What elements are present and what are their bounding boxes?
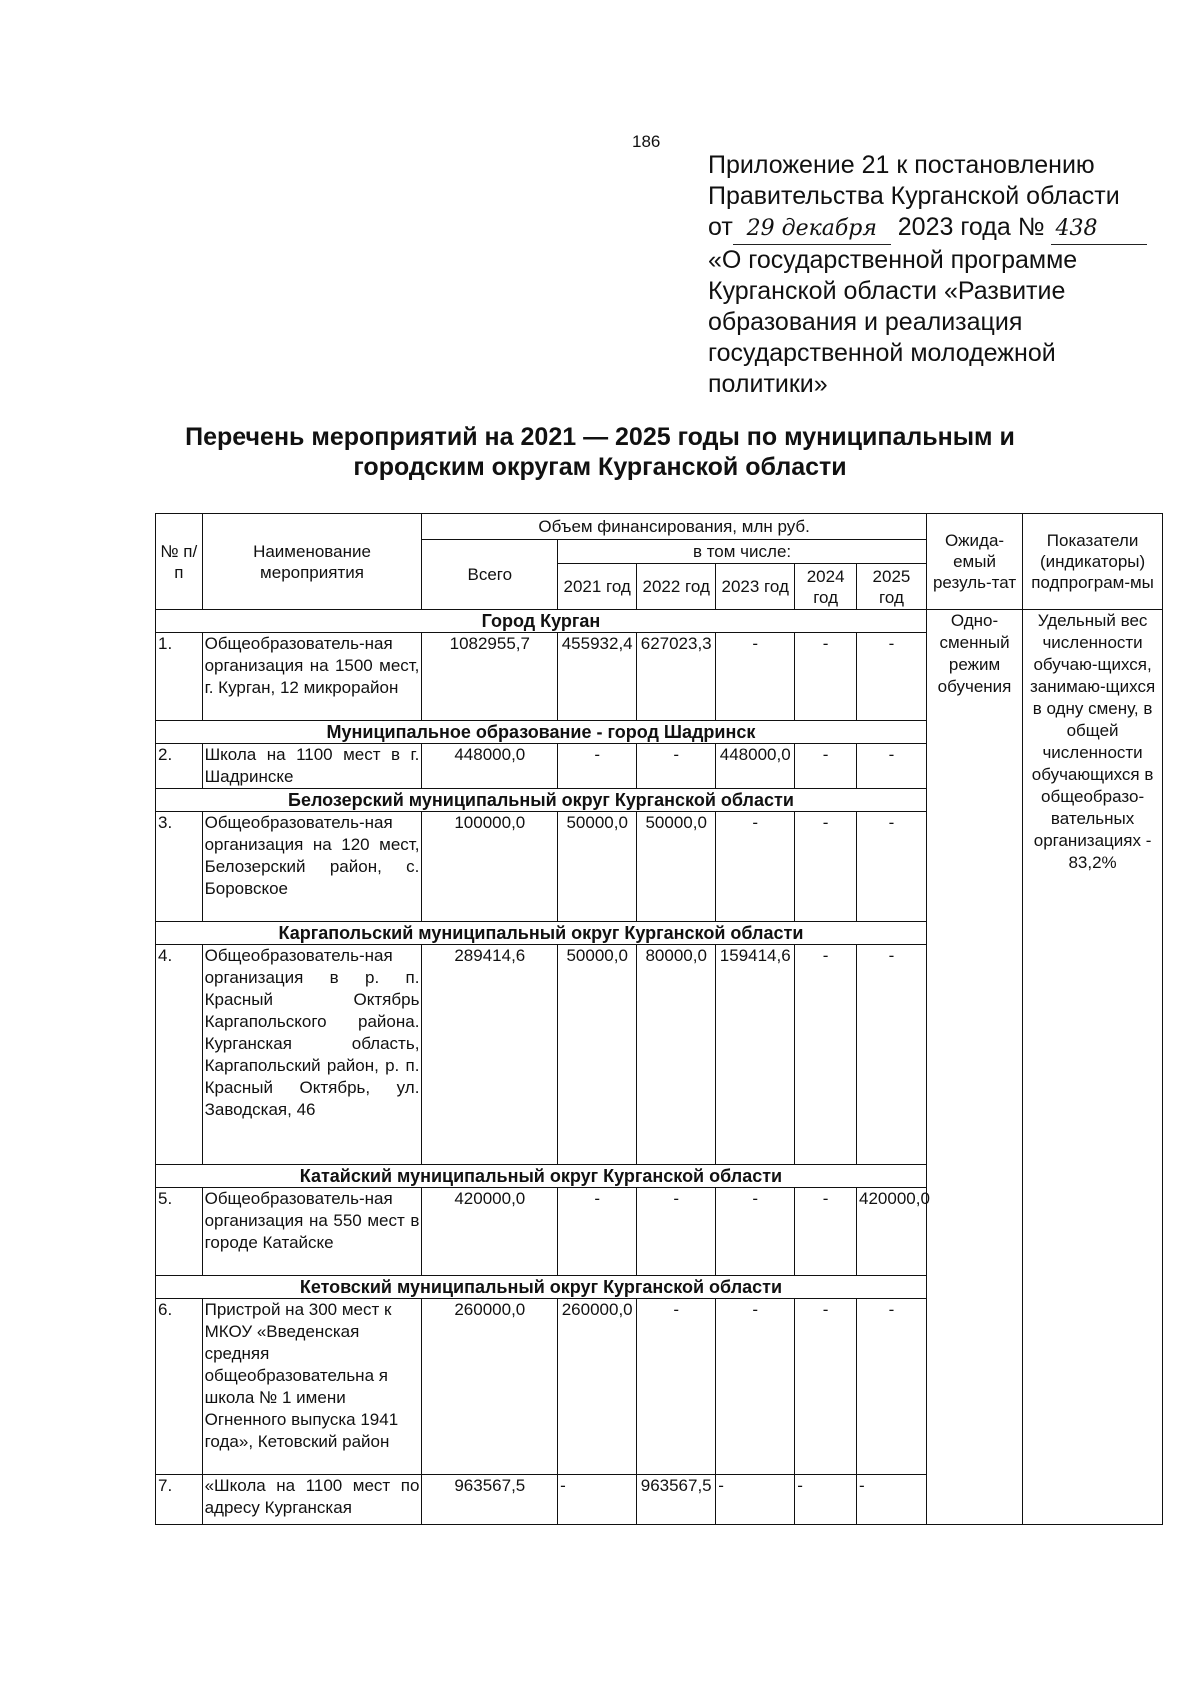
row-2022: 963567,5 [637, 1475, 716, 1525]
header-2022: 2022 год [637, 564, 716, 610]
row-total: 260000,0 [422, 1299, 558, 1475]
row-2024: - [795, 945, 857, 1165]
header-2021: 2021 год [558, 564, 637, 610]
row-num: 4. [156, 945, 203, 1165]
header-financing: Объем финансирования, млн руб. [422, 514, 926, 540]
row-num: 1. [156, 633, 203, 721]
header-2025: 2025 год [857, 564, 927, 610]
section-title: Муниципальное образование - город Шадринск [156, 721, 927, 744]
row-2021: - [558, 1188, 637, 1276]
row-2025: - [857, 945, 927, 1165]
section-title: Катайский муниципальный округ Курганской области [156, 1165, 927, 1188]
row-2025: - [857, 633, 927, 721]
title-line: Перечень мероприятий на 2021 — 2025 годы по муниципальным и [185, 423, 1015, 451]
row-2025: - [857, 812, 927, 922]
row-total: 1082955,7 [422, 633, 558, 721]
row-2022: - [637, 744, 716, 789]
title-line: городским округам Курганской области [353, 453, 847, 481]
header-indicators: Показатели (индикаторы) подпрограм-мы [1023, 514, 1163, 610]
row-2022: - [637, 1299, 716, 1475]
handwritten-date: 29 декабря [733, 213, 891, 245]
row-2023: - [716, 812, 795, 922]
appendix-line: политики» [708, 370, 828, 398]
indicator: Удельный вес численности обучаю-щихся, занимаю-щихся в одну смену, в общей численности обучающихся в общеобразо-вательных организациях - 83,2% [1023, 610, 1163, 1525]
section-title: Каргапольский муниципальный округ Курганской области [156, 922, 927, 945]
page-number: 186 [632, 132, 661, 151]
row-2024: - [795, 744, 857, 789]
row-total: 420000,0 [422, 1188, 558, 1276]
section-title: Город Курган [156, 610, 927, 633]
row-num: 6. [156, 1299, 203, 1475]
row-name: Общеобразователь-ная организация на 550 мест в городе Катайске [202, 1188, 422, 1276]
row-2025: - [857, 1475, 927, 1525]
row-2023: 159414,6 [716, 945, 795, 1165]
row-2024: - [795, 1475, 857, 1525]
appendix-line: Курганской области «Развитие [708, 277, 1066, 305]
row-2021: - [558, 744, 637, 789]
row-total: 289414,6 [422, 945, 558, 1165]
row-name: Школа на 1100 мест в г. Шадринске [202, 744, 422, 789]
row-2025: 420000,0 [857, 1188, 927, 1276]
row-2022: 50000,0 [637, 812, 716, 922]
header-2023: 2023 год [716, 564, 795, 610]
header-total: Всего [422, 540, 558, 610]
expected-result: Одно-сменный режим обучения [926, 610, 1022, 1525]
row-2021: 50000,0 [558, 945, 637, 1165]
row-2022: - [637, 1188, 716, 1276]
row-name: Пристрой на 300 мест к МКОУ «Введенская средняя общеобразовательна я школа № 1 имени Огненного выпуска 1941 года», Кетовский район [202, 1299, 422, 1475]
activities-table [155, 513, 1163, 1525]
header-num: № п/п [156, 514, 203, 610]
appendix-header [708, 150, 1168, 400]
row-2022: 627023,3 [637, 633, 716, 721]
row-2025: - [857, 1299, 927, 1475]
section-row [156, 610, 1163, 633]
row-total: 448000,0 [422, 744, 558, 789]
row-2025: - [857, 744, 927, 789]
row-name: Общеобразователь-ная организация на 1500 мест, г. Курган, 12 микрорайон [202, 633, 422, 721]
appendix-date-line [708, 212, 1168, 245]
document-title [150, 422, 1050, 482]
row-2023: - [716, 1299, 795, 1475]
section-title: Белозерский муниципальный округ Курганской области [156, 789, 927, 812]
header-name: Наименование мероприятия [202, 514, 422, 610]
row-2023: - [716, 1188, 795, 1276]
appendix-line: «О государственной программе [708, 246, 1078, 274]
row-2023: - [716, 633, 795, 721]
header-result: Ожида-емый резуль-тат [926, 514, 1022, 610]
row-2024: - [795, 633, 857, 721]
row-2021: 260000,0 [558, 1299, 637, 1475]
appendix-line: образования и реализация [708, 308, 1023, 336]
row-2021: 50000,0 [558, 812, 637, 922]
row-2024: - [795, 812, 857, 922]
row-num: 3. [156, 812, 203, 922]
appendix-line: Правительства Курганской области [708, 182, 1120, 210]
header-2024: 2024 год [795, 564, 857, 610]
row-2021: 455932,4 [558, 633, 637, 721]
row-num: 7. [156, 1475, 203, 1525]
row-name: Общеобразователь-ная организация на 120 мест, Белозерский район, с. Боровское [202, 812, 422, 922]
row-total: 963567,5 [422, 1475, 558, 1525]
row-num: 2. [156, 744, 203, 789]
row-2022: 80000,0 [637, 945, 716, 1165]
from-prefix: от [708, 213, 733, 241]
row-2021: - [558, 1475, 637, 1525]
row-name: «Школа на 1100 мест по адресу Курганская [202, 1475, 422, 1525]
handwritten-number: 438 [1051, 213, 1147, 245]
year-text: 2023 года № [897, 213, 1045, 241]
row-total: 100000,0 [422, 812, 558, 922]
section-title: Кетовский муниципальный округ Курганской области [156, 1276, 927, 1299]
row-name: Общеобразователь-ная организация в р. п. Красный Октябрь Каргапольского района. Курганская область, Каргапольский район, р. п. Красный Октябрь, ул. Заводская, 46 [202, 945, 422, 1165]
header-including: в том числе: [558, 540, 927, 564]
row-2024: - [795, 1299, 857, 1475]
row-2024: - [795, 1188, 857, 1276]
row-2023: - [716, 1475, 795, 1525]
appendix-line: государственной молодежной [708, 339, 1056, 367]
appendix-line: Приложение 21 к постановлению [708, 151, 1095, 179]
row-2023: 448000,0 [716, 744, 795, 789]
row-num: 5. [156, 1188, 203, 1276]
